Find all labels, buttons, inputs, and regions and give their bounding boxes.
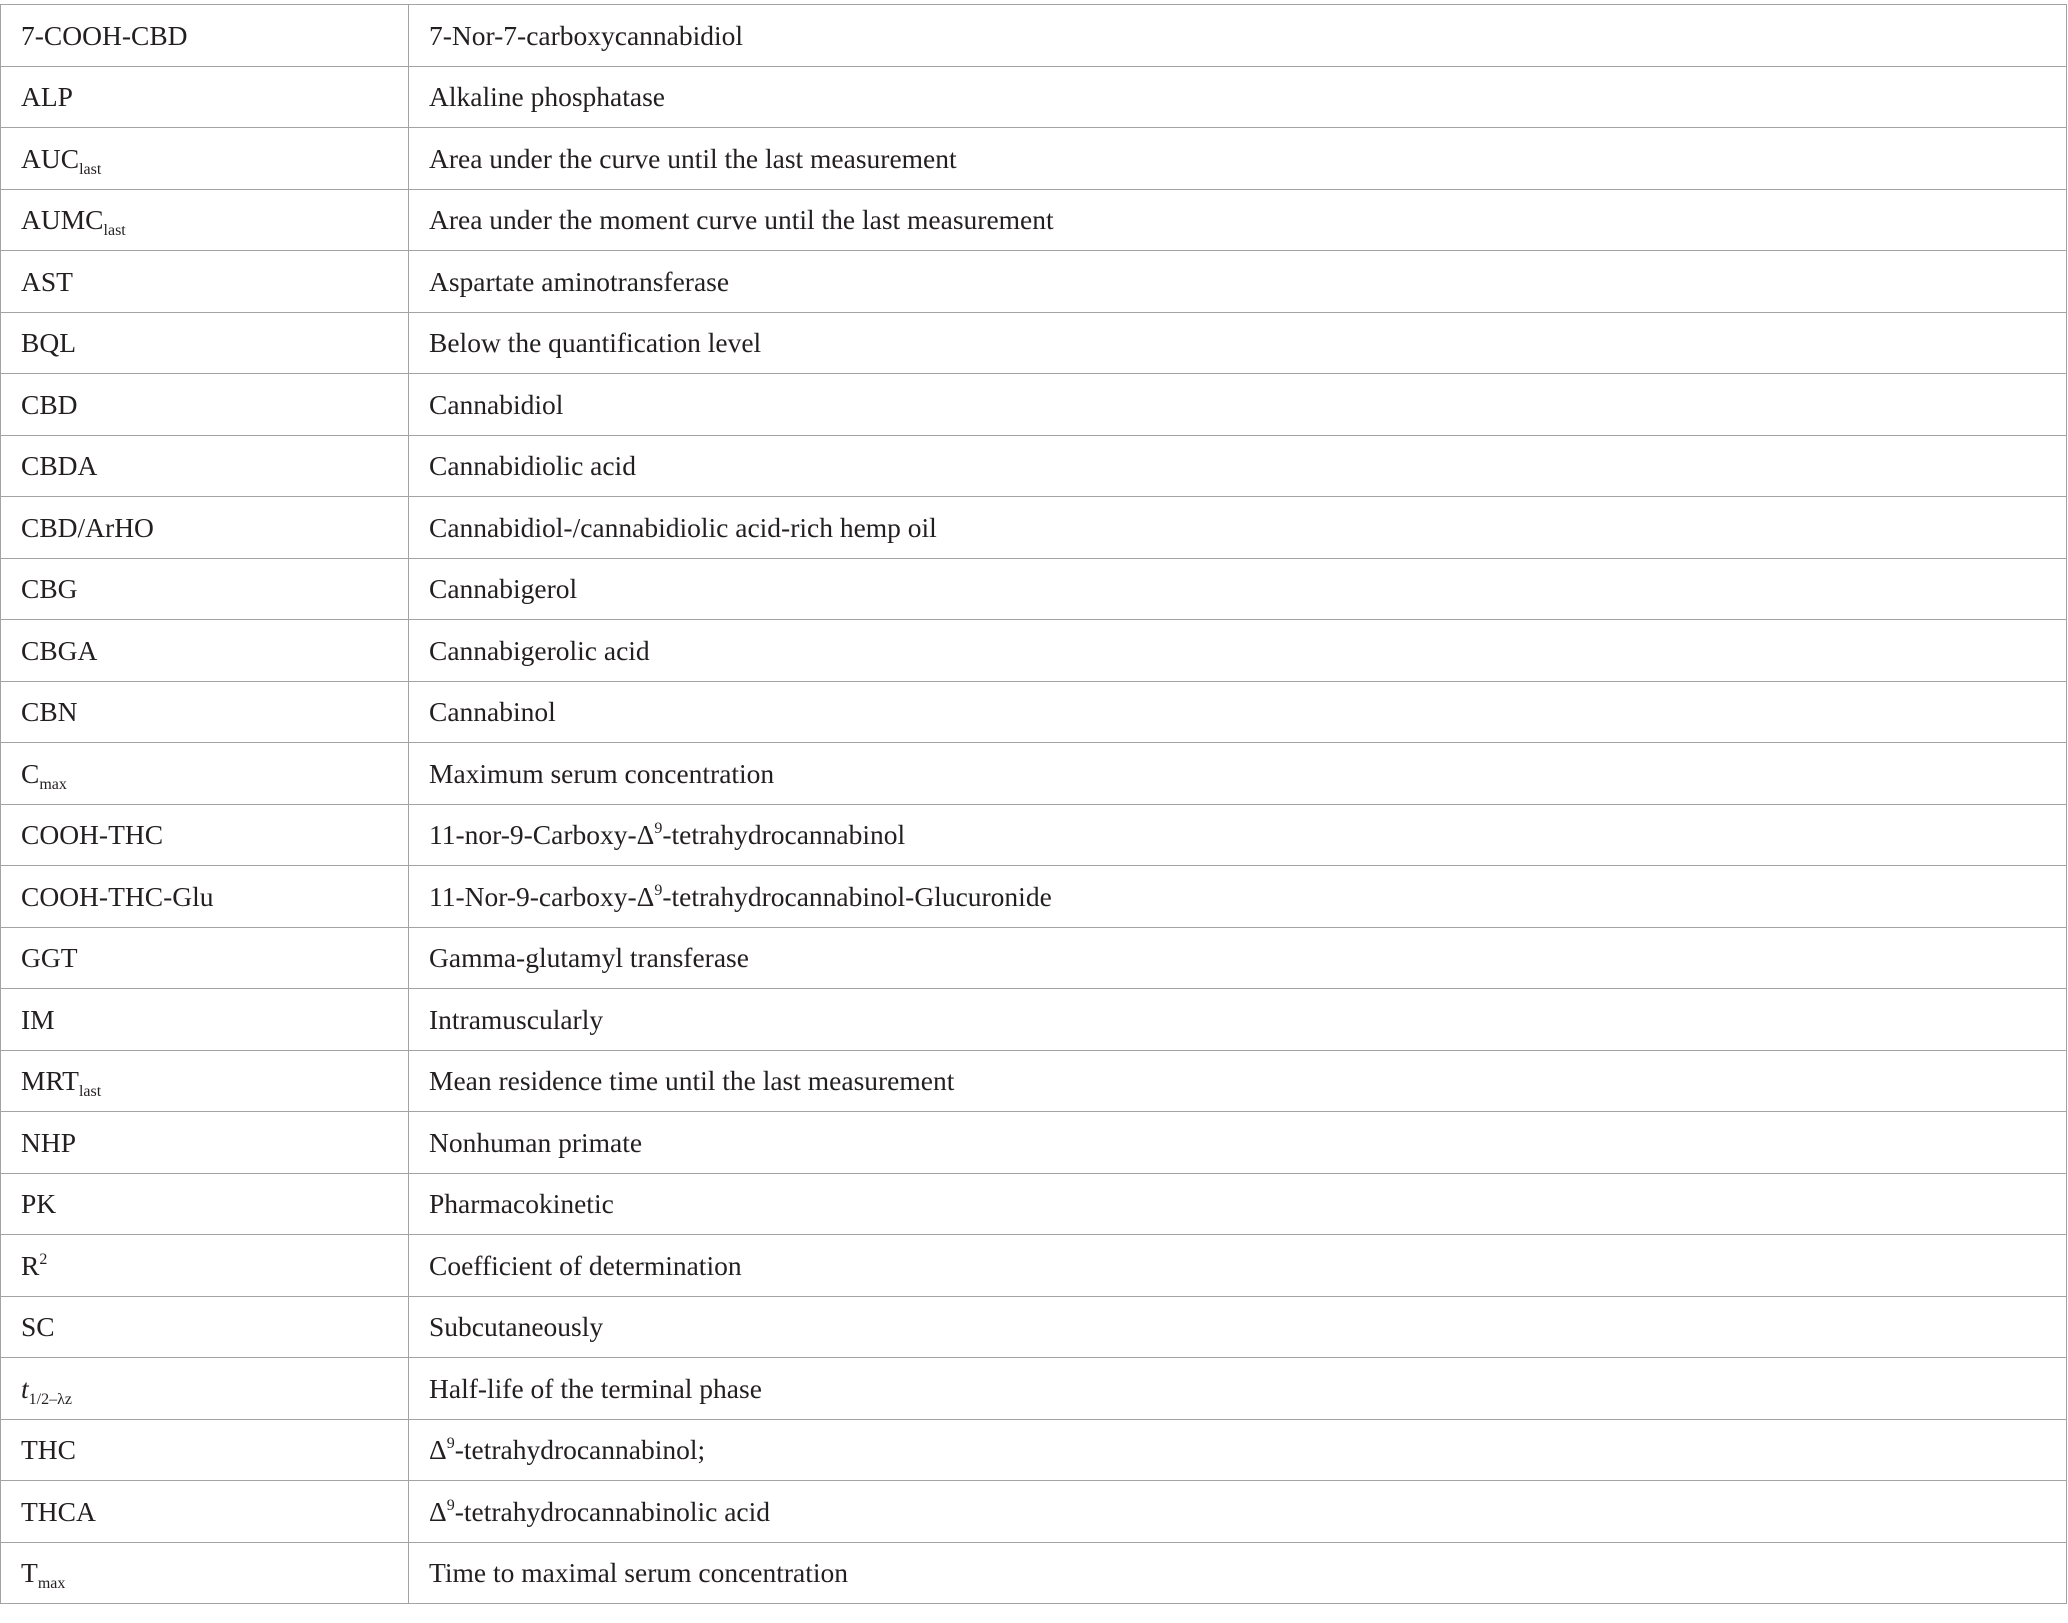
definition-cell (409, 558, 2067, 620)
abbreviations-table-body (1, 5, 2067, 1604)
abbreviation-cell (1, 1112, 409, 1174)
definition-cell (409, 1542, 2067, 1604)
definition-cell (409, 497, 2067, 559)
abbreviation-cell (1, 251, 409, 313)
definition-text: Area under the moment curve until the last measurement (429, 204, 1054, 235)
abbreviation-text: CBN (21, 696, 78, 727)
definition-cell (409, 312, 2067, 374)
abbreviation-text: R (21, 1249, 40, 1281)
table-row (1, 866, 2067, 928)
table-row (1, 1542, 2067, 1604)
abbreviation-cell (1, 66, 409, 128)
abbreviation-text: BQL (21, 327, 76, 358)
abbreviation-text: CBG (21, 573, 78, 604)
abbreviation-cell (1, 1296, 409, 1358)
definition-text: Intramuscularly (429, 1003, 604, 1035)
abbreviation-text: THC (21, 1434, 76, 1465)
table-row (1, 1173, 2067, 1235)
abbreviation-cell (1, 128, 409, 190)
table-row (1, 1481, 2067, 1543)
definition-cell (409, 128, 2067, 190)
abbreviation-cell (1, 1235, 409, 1297)
abbreviation-text: CBD (21, 388, 78, 420)
abbreviation-cell (1, 681, 409, 743)
definition-cell (409, 5, 2067, 67)
table-row (1, 128, 2067, 190)
definition-cell (409, 1112, 2067, 1174)
definition-text: Aspartate aminotransferase (429, 265, 730, 297)
definition-text: Gamma-glutamyl transferase (429, 942, 749, 973)
table-row (1, 251, 2067, 313)
abbreviation-cell (1, 558, 409, 620)
table-row (1, 1296, 2067, 1358)
abbreviation-text: AUC (21, 142, 80, 174)
definition-text: Pharmacokinetic (429, 1188, 614, 1219)
definition-text-tail: -tetrahydrocannabinol; (454, 1434, 706, 1465)
abbreviation-superscript: 2 (39, 1250, 48, 1268)
definition-cell (409, 620, 2067, 682)
abbreviation-cell (1, 5, 409, 67)
definition-text: 11-nor-9-Carboxy-Δ (429, 819, 655, 850)
table-row (1, 5, 2067, 67)
abbreviation-cell (1, 374, 409, 436)
abbreviation-cell (1, 497, 409, 559)
table-row (1, 189, 2067, 251)
definition-cell (409, 1419, 2067, 1481)
definition-text: Δ (429, 1434, 447, 1465)
definition-cell (409, 1173, 2067, 1235)
abbreviation-text: CBDA (21, 450, 98, 481)
abbreviation-cell (1, 743, 409, 805)
table-row (1, 435, 2067, 497)
abbreviation-text: IM (21, 1003, 55, 1035)
definition-text: Cannabidiol (429, 388, 564, 420)
abbreviation-cell (1, 1419, 409, 1481)
abbreviation-text: PK (21, 1188, 57, 1219)
table-row (1, 927, 2067, 989)
definition-cell (409, 1358, 2067, 1420)
abbreviation-subscript: 1/2–λz (28, 1390, 72, 1408)
abbreviation-cell (1, 1050, 409, 1112)
table-row (1, 66, 2067, 128)
definition-text: Cannabigerol (429, 573, 578, 604)
abbreviation-subscript: max (39, 775, 67, 793)
abbreviation-text: t (21, 1372, 29, 1404)
definition-cell (409, 66, 2067, 128)
abbreviation-text: AST (21, 265, 73, 297)
definition-superscript: 9 (654, 881, 663, 899)
abbreviation-text: COOH-THC-Glu (21, 880, 214, 912)
table-row (1, 374, 2067, 436)
definition-cell (409, 804, 2067, 866)
table-row (1, 558, 2067, 620)
abbreviation-cell (1, 989, 409, 1051)
abbreviation-text: CBGA (21, 634, 98, 666)
definition-text-tail: -tetrahydrocannabinolic acid (454, 1495, 771, 1527)
table-row (1, 620, 2067, 682)
abbreviation-text: GGT (21, 942, 78, 973)
abbreviation-cell (1, 312, 409, 374)
definition-cell (409, 1235, 2067, 1297)
abbreviation-text: AUMC (21, 204, 104, 235)
definition-cell (409, 189, 2067, 251)
definition-superscript: 9 (654, 820, 663, 837)
definition-text: Mean residence time until the last measurement (429, 1065, 955, 1096)
definition-superscript: 9 (446, 1496, 455, 1514)
definition-text: Time to maximal serum concentration (429, 1557, 849, 1588)
abbreviation-text: NHP (21, 1126, 77, 1158)
table-row (1, 1050, 2067, 1112)
definition-text-tail: -tetrahydrocannabinol-Glucuronide (662, 880, 1052, 912)
definition-text: 11-Nor-9-carboxy-Δ (429, 880, 655, 912)
table-row (1, 1419, 2067, 1481)
definition-text: Cannabigerolic acid (429, 634, 650, 666)
definition-cell (409, 1481, 2067, 1543)
abbreviation-text: THCA (21, 1495, 96, 1527)
definition-cell (409, 681, 2067, 743)
definition-cell (409, 435, 2067, 497)
table-row (1, 681, 2067, 743)
abbreviation-cell (1, 1542, 409, 1604)
abbreviation-cell (1, 1481, 409, 1543)
table-row (1, 1235, 2067, 1297)
abbreviation-subscript: last (78, 1083, 102, 1100)
definition-cell (409, 1296, 2067, 1358)
definition-text: 7-Nor-7-carboxycannabidiol (429, 19, 744, 51)
abbreviation-cell (1, 620, 409, 682)
table-row (1, 1112, 2067, 1174)
definition-cell (409, 866, 2067, 928)
definition-text: Below the quantification level (429, 327, 762, 358)
table-row (1, 497, 2067, 559)
table-row (1, 804, 2067, 866)
abbreviation-cell (1, 1358, 409, 1420)
abbreviations-table (0, 4, 2067, 1604)
abbreviation-cell (1, 804, 409, 866)
definition-text: Alkaline phosphatase (429, 81, 665, 112)
definition-text: Half-life of the terminal phase (429, 1372, 762, 1404)
definition-text: Maximum serum concentration (429, 757, 775, 789)
table-row (1, 743, 2067, 805)
abbreviation-text: SC (21, 1311, 55, 1342)
definition-text: Nonhuman primate (429, 1126, 643, 1158)
definition-cell (409, 927, 2067, 989)
abbreviation-text: COOH-THC (21, 819, 164, 850)
abbreviation-text: CBD/ArHO (21, 511, 154, 543)
definition-text: Δ (429, 1495, 447, 1527)
abbreviation-subscript: last (79, 160, 102, 178)
abbreviation-text: MRT (21, 1065, 79, 1096)
abbreviation-subscript: max (37, 1575, 66, 1592)
abbreviation-text: ALP (21, 81, 73, 112)
definition-text: Coefficient of determination (429, 1249, 742, 1281)
definition-cell (409, 374, 2067, 436)
table-row (1, 312, 2067, 374)
definition-cell (409, 1050, 2067, 1112)
abbreviation-text: T (21, 1557, 38, 1588)
definition-cell (409, 989, 2067, 1051)
table-row (1, 989, 2067, 1051)
definition-text: Cannabidiolic acid (429, 450, 636, 481)
abbreviation-cell (1, 927, 409, 989)
definition-text-tail: -tetrahydrocannabinol (662, 819, 906, 850)
abbreviation-text: C (21, 757, 40, 789)
abbreviation-cell (1, 435, 409, 497)
abbreviation-subscript: last (103, 222, 126, 239)
table-row (1, 1358, 2067, 1420)
definition-superscript: 9 (446, 1435, 455, 1452)
definition-cell (409, 743, 2067, 805)
abbreviation-text: 7-COOH-CBD (21, 19, 188, 51)
abbreviation-cell (1, 189, 409, 251)
definition-text: Cannabidiol-/cannabidiolic acid-rich hemp oil (429, 511, 937, 543)
definition-text: Cannabinol (429, 696, 556, 727)
definition-text: Area under the curve until the last measurement (429, 142, 957, 174)
definition-cell (409, 251, 2067, 313)
abbreviation-cell (1, 1173, 409, 1235)
definition-text: Subcutaneously (429, 1311, 604, 1342)
abbreviation-cell (1, 866, 409, 928)
